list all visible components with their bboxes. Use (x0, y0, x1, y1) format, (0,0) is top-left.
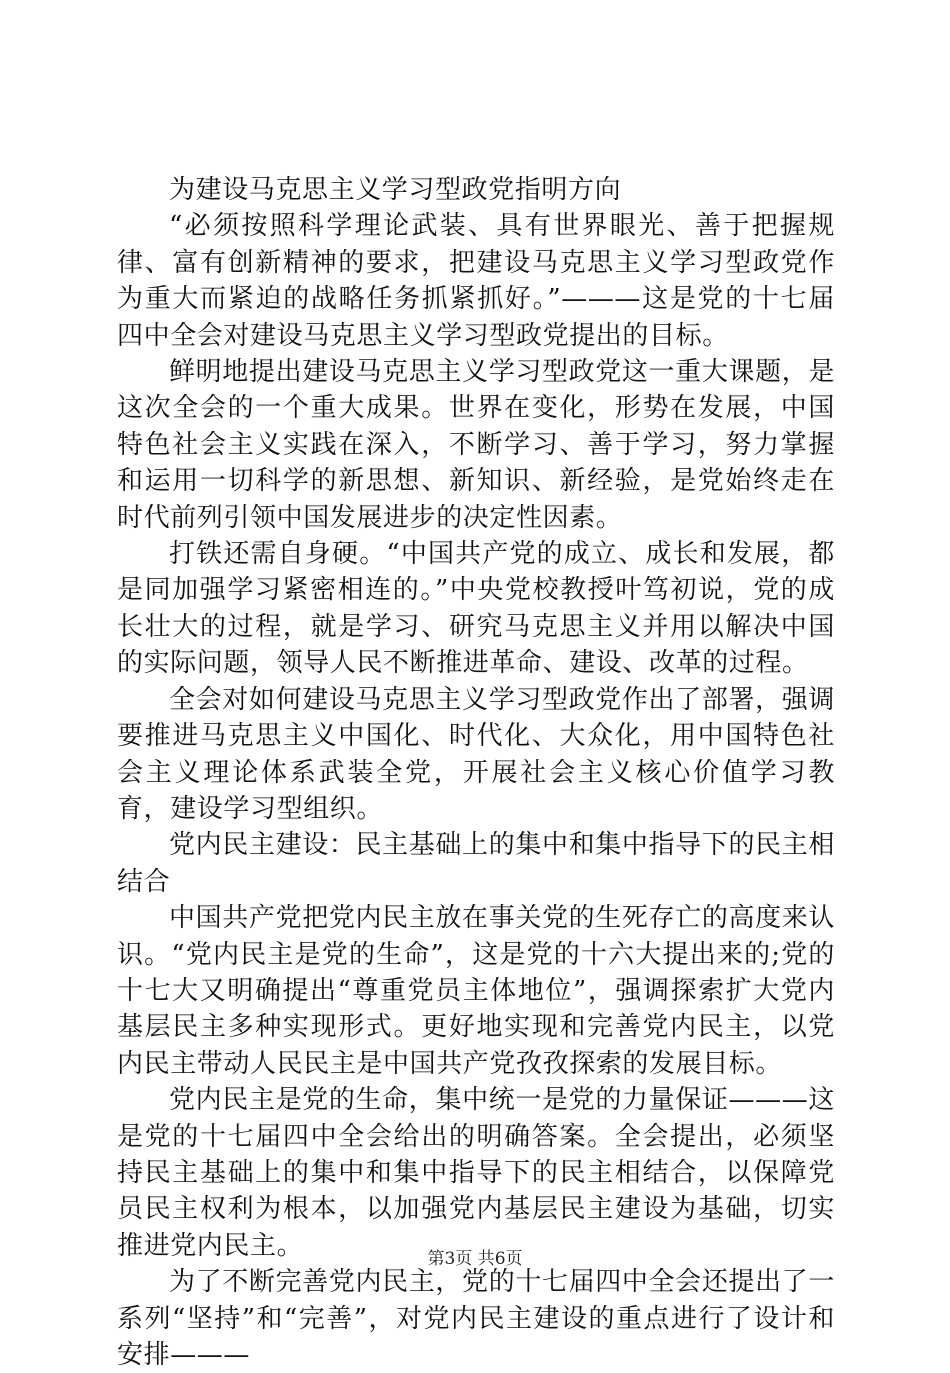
section-heading: 为建设马克思主义学习型政党指明方向 (169, 175, 622, 205)
paragraph: 党内民主是党的生命，集中统一是党的力量保证———这是党的十七届四中全会给出的明确答案。全会提出，必须坚持民主基础上的集中和集中指导下的民主相结合，以保障党员民主权利为根本，以加强党内基层民主建设为基础，切实推进党内民主。 (117, 1085, 835, 1261)
document-body (117, 172, 835, 1373)
paragraph: “必须按照科学理论武装、具有世界眼光、善于把握规律、富有创新精神的要求，把建设马克思主义学习型政党作为重大而紧迫的战略任务抓紧抓好。”———这是党的十七届四中全会对建设马克思主义学习型政党提出的目标。 (117, 211, 835, 351)
page-number-footer: 第3页 共6页 (427, 1249, 523, 1269)
section-heading: 党内民主建设：民主基础上的集中和集中指导下的民主相结合 (117, 830, 835, 897)
paragraph: 为了不断完善党内民主，党的十七届四中全会还提出了一系列“坚持”和“完善”，对党内民主建设的重点进行了设计和安排——— (117, 1267, 835, 1370)
paragraph: 中国共产党把党内民主放在事关党的生死存亡的高度来认识。“党内民主是党的生命”，这是党的十六大提出来的;党的十七大又明确提出“尊重党员主体地位”，强调探索扩大党内基层民主多种实现形式。更好地实现和完善党内民主，以党内民主带动人民民主是中国共产党孜孜探索的发展目标。 (117, 903, 835, 1079)
paragraph: 打铁还需自身硬。“中国共产党的成立、成长和发展，都是同加强学习紧密相连的。”中央党校教授叶笃初说，党的成长壮大的过程，就是学习、研究马克思主义并用以解决中国的实际问题，领导人民不断推进革命、建设、改革的过程。 (117, 539, 835, 679)
paragraph: 全会对如何建设马克思主义学习型政党作出了部署，强调要推进马克思主义中国化、时代化、大众化，用中国特色社会主义理论体系武装全党，开展社会主义核心价值学习教育，建设学习型组织。 (117, 684, 835, 824)
paragraph: 鲜明地提出建设马克思主义学习型政党这一重大课题，是这次全会的一个重大成果。世界在变化，形势在发展，中国特色社会主义实践在深入，不断学习、善于学习，努力掌握和运用一切科学的新思想、新知识、新经验，是党始终走在时代前列引领中国发展进步的决定性因素。 (117, 357, 835, 533)
